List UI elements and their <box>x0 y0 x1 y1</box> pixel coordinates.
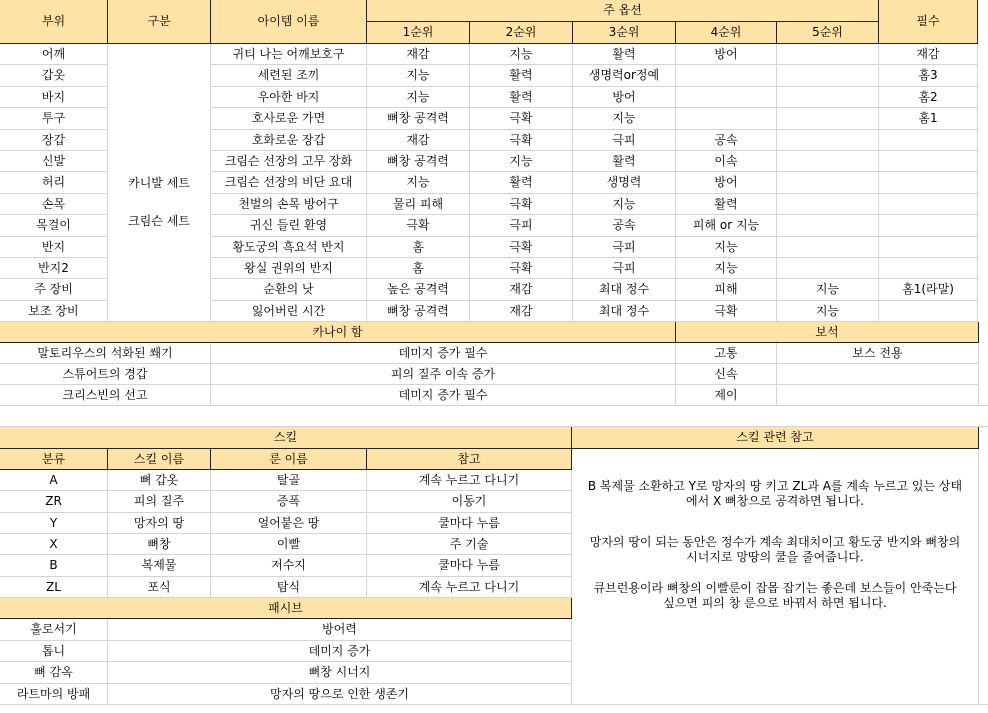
skill-note-paragraph: B 복제물 소환하고 Y로 망자의 땅 키고 ZL과 A를 계속 누르고 있는 상태에서 X 뼈창으로 공격하면 됩니다. <box>587 479 963 508</box>
skill-note-paragraph: 큐브런용이라 뼈창의 이빨룬이 잡몹 잡기는 좋은데 보스들이 안죽는다 싶으면 피의 창 룬으로 바꿔서 하면 됩니다. <box>593 581 957 610</box>
part-cell[interactable]: 어깨 <box>0 44 108 65</box>
passive-effect-cell[interactable]: 방어력 <box>108 619 572 641</box>
set-label-crimson: 크림슨 세트 <box>128 214 190 228</box>
option-rank-1-cell[interactable]: 물리 피해 <box>367 194 470 215</box>
option-rank-4-cell[interactable]: 방어 <box>676 172 777 194</box>
col-header-main-options: 주 옵션 <box>367 0 879 22</box>
option-rank-4-cell[interactable]: 지능 <box>676 258 777 279</box>
skill-name-cell[interactable]: 망자의 땅 <box>108 513 211 534</box>
option-rank-2-cell[interactable]: 극확 <box>470 258 573 279</box>
required-cell[interactable] <box>879 237 978 258</box>
required-cell[interactable] <box>879 258 978 279</box>
option-rank-5-cell[interactable] <box>777 65 879 87</box>
passive-name-cell[interactable]: 라트마의 방패 <box>0 684 108 705</box>
option-rank-3-cell[interactable]: 최대 정수 <box>573 279 676 301</box>
gem-note-cell[interactable] <box>777 364 979 385</box>
part-cell[interactable]: 보조 장비 <box>0 301 108 322</box>
option-rank-2-cell[interactable]: 극확 <box>470 237 573 258</box>
option-rank-1-cell[interactable]: 뼈창 공격력 <box>367 108 470 130</box>
part-cell[interactable]: 반지 <box>0 237 108 258</box>
option-rank-3-cell[interactable]: 공속 <box>573 215 676 237</box>
option-rank-2-cell[interactable]: 극피 <box>470 215 573 237</box>
passive-name-cell[interactable]: 톱니 <box>0 641 108 662</box>
required-cell[interactable] <box>879 301 978 322</box>
option-rank-1-cell[interactable]: 재감 <box>367 130 470 151</box>
required-cell[interactable] <box>879 172 978 194</box>
option-rank-4-cell[interactable] <box>676 108 777 130</box>
option-rank-3-cell[interactable]: 최대 정수 <box>573 301 676 322</box>
option-rank-4-cell[interactable]: 극확 <box>676 301 777 322</box>
part-cell[interactable]: 신발 <box>0 151 108 172</box>
skill-key-cell[interactable]: Y <box>0 513 108 534</box>
skill-note-cell[interactable]: 쿨마다 누름 <box>367 555 572 577</box>
option-rank-5-cell[interactable] <box>777 87 879 108</box>
part-cell[interactable]: 주 장비 <box>0 279 108 301</box>
option-rank-3-cell[interactable]: 지능 <box>573 108 676 130</box>
col-header-rank-3: 3순위 <box>573 22 676 44</box>
option-rank-4-cell[interactable]: 활력 <box>676 194 777 215</box>
option-rank-1-cell[interactable]: 높은 공격력 <box>367 279 470 301</box>
col-header-rank-4: 4순위 <box>676 22 777 44</box>
skills-title: 스킬 <box>0 427 572 449</box>
col-header-rank-2: 2순위 <box>470 22 573 44</box>
option-rank-1-cell[interactable]: 지능 <box>367 65 470 87</box>
skill-note-cell[interactable]: 주 기술 <box>367 534 572 555</box>
passive-name-cell[interactable]: 뼈 감옥 <box>0 662 108 684</box>
option-rank-5-cell[interactable]: 지능 <box>777 301 879 322</box>
option-rank-2-cell[interactable]: 지능 <box>470 44 573 65</box>
option-rank-1-cell[interactable]: 지능 <box>367 172 470 194</box>
gem-note-cell[interactable] <box>777 385 979 406</box>
item-name-cell[interactable]: 크림슨 선장의 고무 장화 <box>211 151 367 172</box>
option-rank-2-cell[interactable]: 극확 <box>470 194 573 215</box>
part-cell[interactable]: 목걸이 <box>0 215 108 237</box>
skill-note-cell[interactable]: 계속 누르고 다니기 <box>367 470 572 491</box>
part-cell[interactable]: 장갑 <box>0 130 108 151</box>
col-header-required: 필수 <box>879 0 978 44</box>
option-rank-1-cell[interactable]: 뼈창 공격력 <box>367 151 470 172</box>
option-rank-4-cell[interactable]: 방어 <box>676 44 777 65</box>
option-rank-5-cell[interactable]: 지능 <box>777 279 879 301</box>
skill-key-cell[interactable]: ZR <box>0 491 108 513</box>
item-name-cell[interactable]: 호화로운 장갑 <box>211 130 367 151</box>
option-rank-2-cell[interactable]: 지능 <box>470 151 573 172</box>
part-cell[interactable]: 반지2 <box>0 258 108 279</box>
option-rank-5-cell[interactable] <box>777 237 879 258</box>
gem-note-cell[interactable]: 보스 전용 <box>777 343 979 364</box>
passive-name-cell[interactable]: 훌로서기 <box>0 619 108 641</box>
option-rank-3-cell[interactable]: 생명력 <box>573 172 676 194</box>
rune-name-cell[interactable]: 탈골 <box>211 470 367 491</box>
required-cell[interactable] <box>879 130 978 151</box>
option-rank-4-cell[interactable]: 이속 <box>676 151 777 172</box>
col-header-rank-5: 5순위 <box>777 22 879 44</box>
skills-header-skill: 스킬 이름 <box>108 449 211 470</box>
part-cell[interactable]: 손목 <box>0 194 108 215</box>
part-cell[interactable]: 투구 <box>0 108 108 130</box>
option-rank-2-cell[interactable]: 극확 <box>470 130 573 151</box>
item-name-cell[interactable]: 우아한 바지 <box>211 87 367 108</box>
skill-key-cell[interactable]: B <box>0 555 108 577</box>
col-header-category: 구분 <box>108 0 211 44</box>
rune-name-cell[interactable]: 이빨 <box>211 534 367 555</box>
option-rank-5-cell[interactable] <box>777 44 879 65</box>
item-name-cell[interactable]: 크림슨 선장의 비단 요대 <box>211 172 367 194</box>
rune-name-cell[interactable]: 탐식 <box>211 577 367 598</box>
kanai-note-cell[interactable]: 피의 질주 이속 증가 <box>211 364 676 385</box>
required-cell[interactable] <box>879 194 978 215</box>
passive-effect-cell[interactable]: 뼈창 시너지 <box>108 662 572 684</box>
kanai-note-cell[interactable]: 데미지 증가 필수 <box>211 385 676 406</box>
skill-key-cell[interactable]: ZL <box>0 577 108 598</box>
option-rank-2-cell[interactable]: 활력 <box>470 172 573 194</box>
option-rank-1-cell[interactable]: 재감 <box>367 44 470 65</box>
kanai-title: 카나이 함 <box>0 322 676 343</box>
option-rank-4-cell[interactable]: 피해 or 지능 <box>676 215 777 237</box>
skill-notes-cell[interactable] <box>572 449 979 705</box>
item-name-cell[interactable]: 세련된 조끼 <box>211 65 367 87</box>
skill-note-paragraph: 망자의 땅이 되는 동안은 정수가 계속 최대치이고 황도궁 반지와 뼈창의 시너지로 망땅의 쿨을 줄여줍니다. <box>589 535 961 564</box>
required-cell[interactable] <box>879 151 978 172</box>
option-rank-3-cell[interactable]: 극피 <box>573 237 676 258</box>
passive-title: 패시브 <box>0 598 572 619</box>
option-rank-2-cell[interactable]: 재감 <box>470 301 573 322</box>
item-name-cell[interactable]: 잃어버린 시간 <box>211 301 367 322</box>
option-rank-2-cell[interactable]: 활력 <box>470 65 573 87</box>
col-header-part: 부위 <box>0 0 108 44</box>
item-name-cell[interactable]: 순환의 낫 <box>211 279 367 301</box>
option-rank-1-cell[interactable]: 지능 <box>367 87 470 108</box>
rune-name-cell[interactable]: 얼어붙은 땅 <box>211 513 367 534</box>
required-cell[interactable]: 홈1(라말) <box>879 279 978 301</box>
col-header-rank-1: 1순위 <box>367 22 470 44</box>
option-rank-1-cell[interactable]: 홈 <box>367 258 470 279</box>
option-rank-5-cell[interactable] <box>777 172 879 194</box>
item-name-cell[interactable]: 호사로운 가면 <box>211 108 367 130</box>
rune-name-cell[interactable]: 증폭 <box>211 491 367 513</box>
option-rank-1-cell[interactable]: 홈 <box>367 237 470 258</box>
kanai-item-cell[interactable]: 크리스빈의 선고 <box>0 385 211 406</box>
option-rank-3-cell[interactable]: 생명력or정예 <box>573 65 676 87</box>
skills-header-key: 분류 <box>0 449 108 470</box>
required-cell[interactable]: 홈2 <box>879 87 978 108</box>
option-rank-3-cell[interactable]: 활력 <box>573 151 676 172</box>
option-rank-3-cell[interactable]: 활력 <box>573 44 676 65</box>
item-name-cell[interactable]: 귀신 들린 환영 <box>211 215 367 237</box>
option-rank-4-cell[interactable]: 공속 <box>676 130 777 151</box>
required-cell[interactable]: 홈1 <box>879 108 978 130</box>
option-rank-4-cell[interactable]: 피해 <box>676 279 777 301</box>
passive-effect-cell[interactable]: 망자의 땅으로 인한 생존기 <box>108 684 572 705</box>
skills-header-note: 참고 <box>367 449 572 470</box>
skill-key-cell[interactable]: X <box>0 534 108 555</box>
skill-notes-title: 스킬 관련 참고 <box>572 427 979 449</box>
item-name-cell[interactable]: 귀티 나는 어깨보호구 <box>211 44 367 65</box>
required-cell[interactable]: 재감 <box>879 44 978 65</box>
option-rank-1-cell[interactable]: 극확 <box>367 215 470 237</box>
kanai-item-cell[interactable]: 스튜어트의 경갑 <box>0 364 211 385</box>
category-cell[interactable] <box>108 44 211 322</box>
option-rank-4-cell[interactable] <box>676 87 777 108</box>
option-rank-3-cell[interactable]: 극피 <box>573 130 676 151</box>
gems-title: 보석 <box>676 322 979 343</box>
skills-header-rune: 룬 이름 <box>211 449 367 470</box>
option-rank-5-cell[interactable] <box>777 151 879 172</box>
gem-name-cell[interactable]: 고통 <box>676 343 777 364</box>
option-rank-2-cell[interactable]: 극확 <box>470 108 573 130</box>
part-cell[interactable]: 바지 <box>0 87 108 108</box>
option-rank-5-cell[interactable] <box>777 108 879 130</box>
part-cell[interactable]: 허리 <box>0 172 108 194</box>
skill-key-cell[interactable]: A <box>0 470 108 491</box>
option-rank-4-cell[interactable]: 지능 <box>676 237 777 258</box>
option-rank-3-cell[interactable]: 극피 <box>573 258 676 279</box>
set-label-carnival: 카니발 세트 <box>128 176 190 190</box>
option-rank-3-cell[interactable]: 방어 <box>573 87 676 108</box>
kanai-note-cell[interactable]: 데미지 증가 필수 <box>211 343 676 364</box>
gem-name-cell[interactable]: 신속 <box>676 364 777 385</box>
option-rank-5-cell[interactable] <box>777 194 879 215</box>
option-rank-2-cell[interactable]: 활력 <box>470 87 573 108</box>
option-rank-1-cell[interactable]: 뼈창 공격력 <box>367 301 470 322</box>
skill-note-cell[interactable]: 이동기 <box>367 491 572 513</box>
option-rank-5-cell[interactable] <box>777 130 879 151</box>
option-rank-5-cell[interactable] <box>777 215 879 237</box>
skill-name-cell[interactable]: 뼈창 <box>108 534 211 555</box>
part-cell[interactable]: 갑옷 <box>0 65 108 87</box>
required-cell[interactable] <box>879 215 978 237</box>
option-rank-2-cell[interactable]: 재감 <box>470 279 573 301</box>
option-rank-5-cell[interactable] <box>777 258 879 279</box>
skill-name-cell[interactable]: 뼈 갑옷 <box>108 470 211 491</box>
item-name-cell[interactable]: 왕실 권위의 반지 <box>211 258 367 279</box>
item-name-cell[interactable]: 황도궁의 흑요석 반지 <box>211 237 367 258</box>
skill-name-cell[interactable]: 포식 <box>108 577 211 598</box>
col-header-item-name: 아이템 이름 <box>211 0 367 44</box>
kanai-item-cell[interactable]: 말토리우스의 석화된 쐐기 <box>0 343 211 364</box>
gem-name-cell[interactable]: 제이 <box>676 385 777 406</box>
skill-name-cell[interactable]: 복제물 <box>108 555 211 577</box>
skill-note-cell[interactable]: 계속 누르고 다니기 <box>367 577 572 598</box>
skill-note-cell[interactable]: 쿨마다 누름 <box>367 513 572 534</box>
rune-name-cell[interactable]: 저수지 <box>211 555 367 577</box>
item-name-cell[interactable]: 천벌의 손목 방어구 <box>211 194 367 215</box>
option-rank-4-cell[interactable] <box>676 65 777 87</box>
passive-effect-cell[interactable]: 데미지 증가 <box>108 641 572 662</box>
skill-name-cell[interactable]: 피의 질주 <box>108 491 211 513</box>
option-rank-3-cell[interactable]: 지능 <box>573 194 676 215</box>
required-cell[interactable]: 홈3 <box>879 65 978 87</box>
